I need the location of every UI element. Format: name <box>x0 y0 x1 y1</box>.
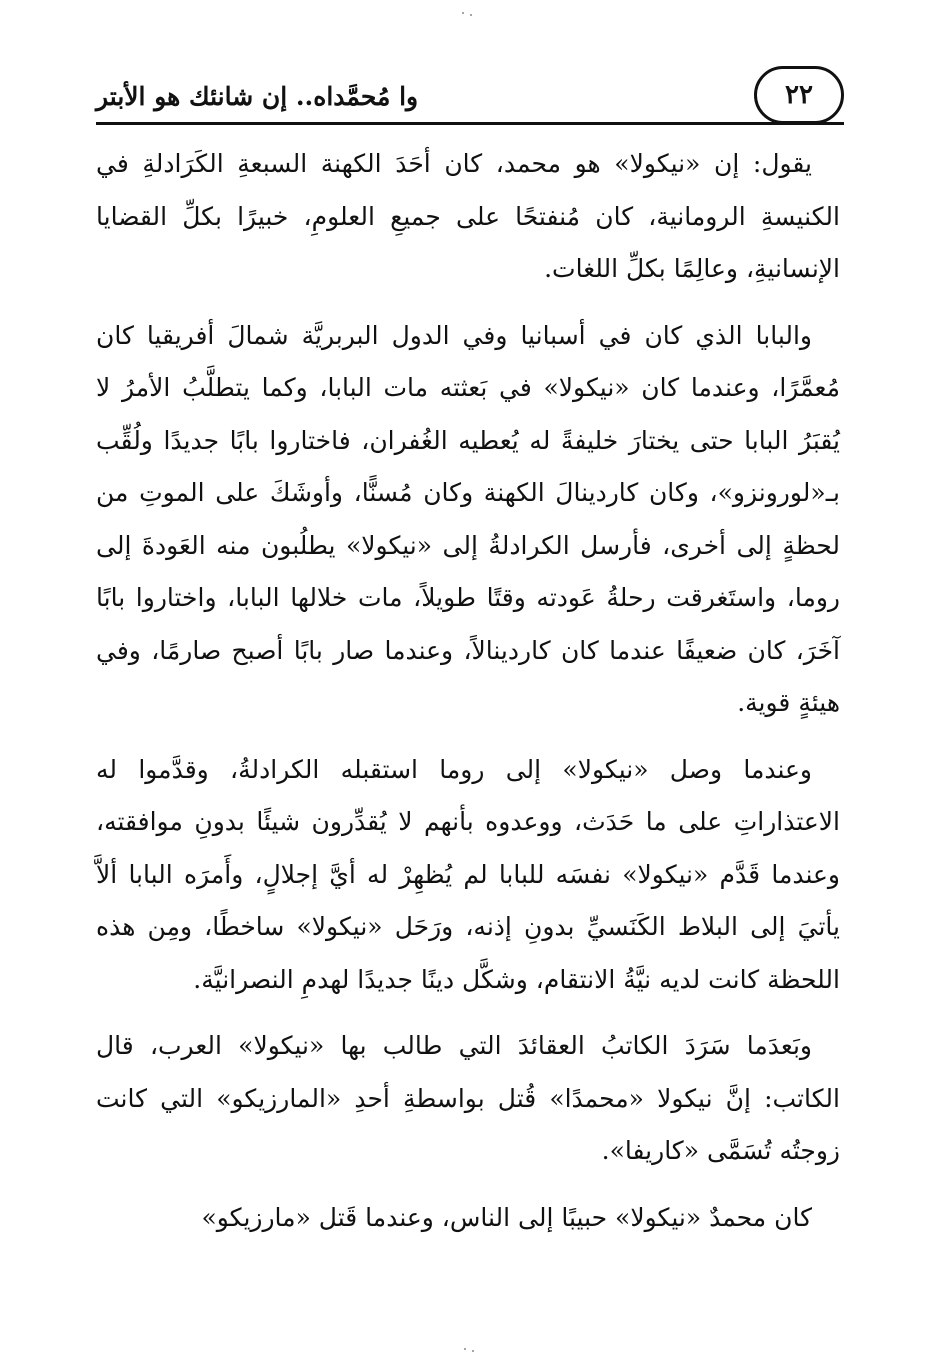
scan-speck <box>464 1348 466 1350</box>
paragraph-1: يقول: إن «نيكولا» هو محمد، كان أحَدَ الكهنة السبعةِ الكَرَادلةِ في الكنيسةِ الرومانية، كان مُنفتحًا على جميعِ العلومِ، خبيرًا بكلِّ القضايا الإنسانيةِ، وعالِمًا بكلِّ اللغات. <box>96 149 840 283</box>
running-title: وا مُحمَّداه.. إن شانئك هو الأبتر <box>96 82 419 111</box>
paragraph-3: وعندما وصل «نيكولا» إلى روما استقبله الكرادلةُ، وقدَّموا له الاعتذاراتِ على ما حَدَث، ووعدوه بأنهم لا يُقدِّرون شيئًا بدونِ موافقته، وعندما قَدَّم «نيكولا» نفسَه للبابا لم يُظهِرْ له أيَّ إجلالٍ، وأَمرَه البابا ألاَّ يأتيَ إلى البلاط الكَنَسيِّ بدونِ إذنه، ورَحَل «نيكولا» ساخطًا، ومِن هذه اللحظة كانت لديه نيَّةُ الانتقام، وشكَّل دينًا جديدًا لهدمِ النصرانيَّة. <box>96 754 840 994</box>
paragraph-4: وبَعدَما سَرَدَ الكاتبُ العقائدَ التي طالب بها «نيكولا» العرب، قال الكاتب: إنَّ نيكولا «محمدًا» قُتل بواسطةِ أحدِ «المارزيكو» التي كانت زوجتُه تُسَمَّى «كاريفا». <box>96 1031 840 1165</box>
header-rule <box>96 122 844 125</box>
scan-speck <box>472 1350 474 1352</box>
page-header <box>96 56 844 132</box>
paragraph-5: كان محمدٌ «نيكولا» حبيبًا إلى الناس، وعندما قَتل «مارزيكو» <box>201 1202 812 1232</box>
body-text <box>96 138 840 1258</box>
paragraph-2: والبابا الذي كان في أسبانيا وفي الدول البربريَّة شمالَ أفريقيا كان مُعمَّرًا، وعندما كان «نيكولا» في بَعثته مات البابا، وكما يتطلَّبُ الأمرُ لا يُقبَرُ البابا حتى يختارَ خليفةً له يُعطيه الغُفران، فاختاروا بابًا جديدًا ولُقِّب بـ«لورونزو»، وكان كاردينالَ الكهنة وكان مُسنًّا، وأوشَكَ على الموتِ من لحظةٍ إلى أخرى، فأرسل الكرادلةُ إلى «نيكولا» يطلُبون منه العَودةَ إلى روما، واستَغرقت رحلةُ عَودته وقتًا طويلاً، مات خلالها البابا، واختاروا بابًا آخَرَ، كان ضعيفًا عندما كان كاردينالاً، وعندما صار بابًا أصبح صارمًا، وفي هيئةٍ قوية. <box>96 320 840 717</box>
page-number: ٢٢ <box>754 66 844 124</box>
scan-speck <box>462 12 464 14</box>
scan-speck <box>470 14 472 16</box>
